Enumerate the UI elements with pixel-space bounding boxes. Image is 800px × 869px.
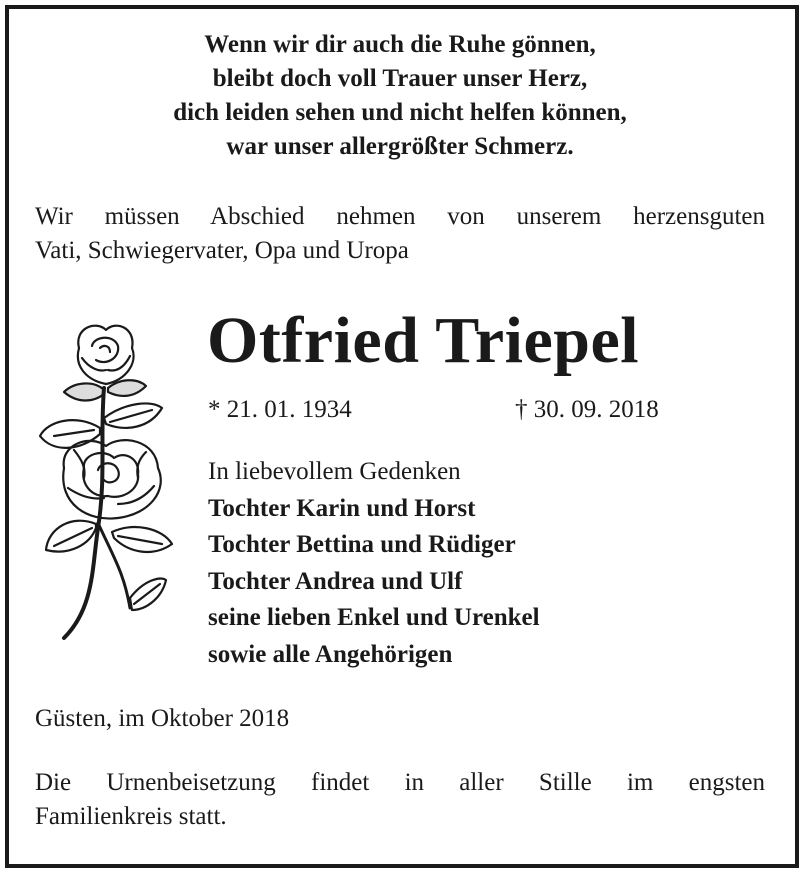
poem-line: bleibt doch voll Trauer unser Herz,: [212, 65, 588, 92]
notice-line: Familienkreis statt.: [35, 803, 227, 830]
poem-line: Wenn wir dir auch die Ruhe gönnen,: [204, 31, 596, 58]
mourners-list: [208, 454, 540, 673]
mourner-line: seine lieben Enkel und Urenkel: [208, 604, 540, 631]
intro-line: Vati, Schwiegervater, Opa und Uropa: [35, 237, 409, 264]
mourner-line: Tochter Karin und Horst: [208, 494, 476, 522]
poem-line: war unser allergrößter Schmerz.: [226, 133, 574, 160]
mourner-line: Tochter Bettina und Rüdiger: [208, 531, 516, 558]
place-date: Güsten, im Oktober 2018: [35, 705, 290, 732]
funeral-notice: [35, 766, 765, 834]
birth-date: * 21. 01. 1934: [208, 396, 352, 423]
intro-text: [35, 200, 765, 268]
poem-line: dich leiden sehen und nicht helfen können,: [173, 99, 627, 126]
intro-line: Wir müssen Abschied nehmen von unserem herzensguten: [35, 203, 765, 230]
mourner-line: sowie alle Angehörigen: [208, 640, 453, 668]
poem: [0, 28, 800, 164]
death-date: † 30. 09. 2018: [515, 396, 659, 423]
mourners-heading: In liebevollem Gedenken: [208, 458, 461, 485]
notice-line: Die Urnenbeisetzung findet in aller Stille im engsten: [35, 769, 765, 796]
deceased-name: Otfried Triepel: [207, 304, 640, 377]
mourner-line: Tochter Andrea und Ulf: [208, 567, 463, 595]
rose-icon: [34, 318, 184, 648]
